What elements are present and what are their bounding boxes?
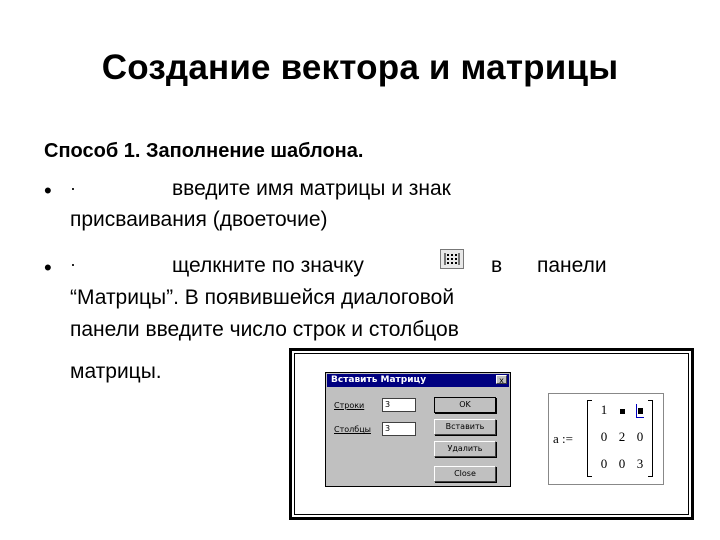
bullet-2-line-4: матрицы.: [70, 360, 162, 383]
dialog-title: Вставить Матрицу: [327, 374, 509, 387]
matrix-cell: 0: [600, 429, 608, 444]
ok-button[interactable]: OK: [434, 397, 496, 413]
matrix-cell: 1: [600, 402, 608, 417]
close-button[interactable]: Close: [434, 466, 496, 482]
matrix-cell: 0: [618, 456, 626, 471]
bullet-2-line-3: панели введите число строк и столбцов: [70, 318, 459, 341]
left-bracket: [587, 400, 592, 477]
bullet-dot: ·: [70, 178, 76, 198]
bullet-1-line-2: присваивания (двоеточие): [70, 208, 328, 231]
matrix-cursor-placeholder: [631, 402, 649, 418]
screenshot-inner-border: [294, 353, 689, 515]
close-icon[interactable]: x: [496, 375, 507, 384]
matrix-example: [548, 393, 664, 485]
insert-matrix-dialog: [325, 372, 511, 487]
slide-title: Создание вектора и матрицы: [101, 48, 619, 87]
bullet-dot: ·: [70, 254, 76, 274]
matrix-name: a :=: [553, 431, 573, 446]
matrix-placeholder: [613, 402, 631, 418]
insert-button[interactable]: Вставить: [434, 419, 496, 435]
bullet-2-line-2: “Матрицы”. В появившейся диалоговой: [70, 286, 455, 309]
bullet-2-line-1-b: в: [491, 254, 503, 277]
bullet-marker: •: [44, 255, 52, 280]
delete-button[interactable]: Удалить: [434, 441, 496, 457]
bullet-2-line-1-c: панели: [537, 254, 607, 277]
matrix-cell: 2: [618, 429, 626, 444]
cols-input[interactable]: 3: [382, 422, 416, 436]
example-screenshot: [289, 348, 694, 520]
matrix-cell: 0: [600, 456, 608, 471]
rows-label: Строки: [334, 401, 365, 410]
matrix-cell: 0: [636, 429, 644, 444]
bullet-1-line-1: введите имя матрицы и знак: [172, 177, 451, 200]
method-subtitle: Способ 1. Заполнение шаблона.: [44, 140, 364, 162]
rows-input[interactable]: 3: [382, 398, 416, 412]
matrix-cell: 3: [636, 456, 644, 471]
bullet-marker: •: [44, 178, 52, 203]
bullet-2-line-1: щелкните по значку: [172, 254, 364, 277]
cols-label: Столбцы: [334, 425, 371, 434]
matrix-toolbar-icon: [440, 249, 464, 269]
